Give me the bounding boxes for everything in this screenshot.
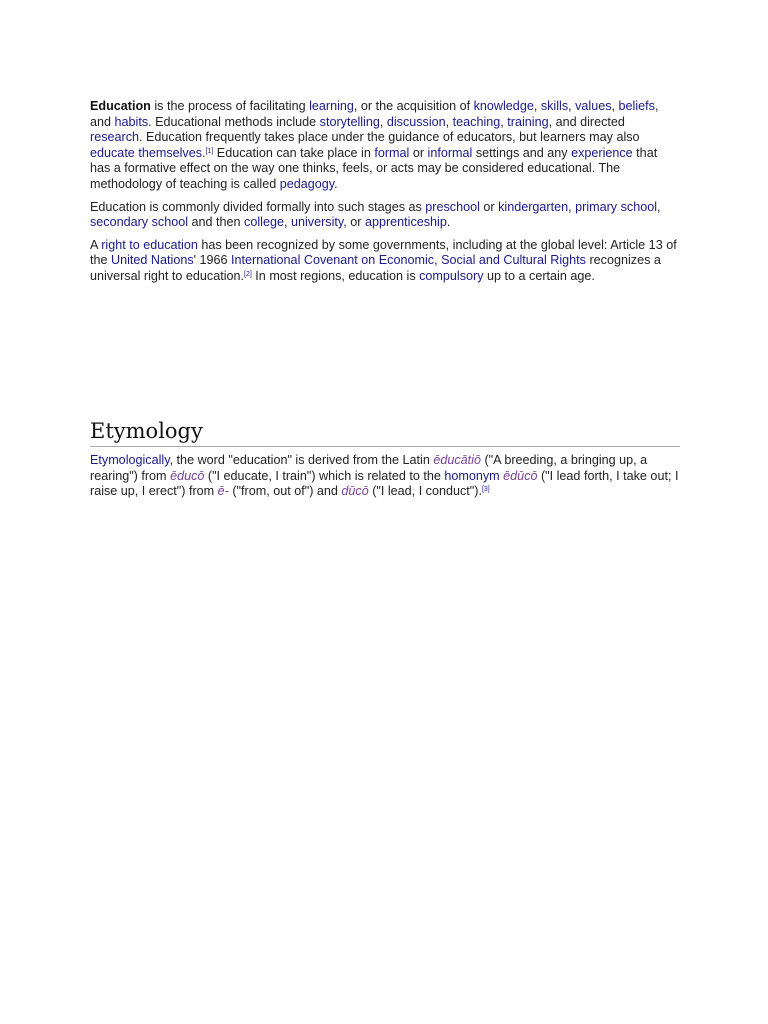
link-habits[interactable]: habits [114,114,149,129]
text: ("A breeding, a bringing up, a rearing") from [90,453,648,483]
link-primary-school[interactable]: primary school [575,199,658,214]
link-latin-educo-long[interactable]: ēdūcō [503,468,538,483]
text: , [568,99,576,113]
text: , [283,215,291,230]
link-latin-educatio[interactable]: ēducātiō [433,453,481,467]
link-etymologically[interactable]: Etymologically [90,453,170,467]
link-latin-educo[interactable]: ēducō [170,468,205,483]
text: , the word "education" is derived from the Latin [169,453,434,467]
link-college[interactable]: college [244,215,284,230]
intro-paragraph [90,99,680,193]
text: has been recognized by some governments, including at the global level: Article 13 of the [90,237,677,268]
text: is the process of facilitating [150,99,310,113]
link-storytelling[interactable]: storytelling [319,114,380,129]
article-body [90,99,680,292]
link-skills[interactable]: skills [540,99,569,113]
text: In most regions, education is [251,268,420,283]
link-homonym[interactable]: homonym [444,468,500,483]
link-apprenticeship[interactable]: apprenticeship [364,215,447,230]
text: , [657,199,661,214]
link-secondary-school[interactable]: secondary school [90,215,189,230]
etymology-paragraph [90,453,680,500]
text: ' 1966 [193,253,232,268]
link-teaching[interactable]: teaching [452,114,501,129]
link-icescr[interactable]: International Covenant on Economic, Social and Cultural Rights [231,253,586,268]
link-beliefs[interactable]: beliefs [618,99,655,113]
link-formal[interactable]: formal [374,145,410,160]
text: , [500,114,508,129]
text: . Educational methods include [148,114,320,129]
link-compulsory[interactable]: compulsory [419,268,484,283]
text: , and directed [548,114,625,129]
text: or [409,145,428,160]
text: . [334,176,338,191]
citation-2[interactable]: [2] [244,270,252,278]
link-values[interactable]: values [575,99,612,113]
text: , [568,199,576,214]
link-university[interactable]: university [290,215,344,230]
section-heading-etymology: Etymology [90,418,680,447]
link-latin-duco[interactable]: dūcō [341,484,369,499]
link-united-nations[interactable]: United Nations [111,253,194,268]
link-training[interactable]: training [507,114,549,129]
text: up to a certain age. [483,268,595,283]
text: . [446,215,451,230]
text: ("I lead, I conduct"). [368,484,482,499]
link-educate-themselves[interactable]: educate themselves [90,145,203,160]
text: or [479,199,499,214]
text: Education is commonly divided formally into such stages as [90,199,426,214]
link-pedagogy[interactable]: pedagogy [279,176,335,191]
text: ("I educate, I train") which is related to the [204,468,445,483]
text: that has a formative effect on the way one thinks, feels, or acts may be considered educational. The methodology of teaching is called [90,145,658,191]
text: , and [90,99,659,129]
link-learning[interactable]: learning [309,99,354,113]
citation-1[interactable]: [1] [205,147,214,155]
text: ("I lead forth, I take out; I raise up, I erect") from [90,468,679,499]
text: Education can take place in [213,145,375,160]
stages-paragraph [90,200,680,231]
text: , [533,99,541,113]
text: , [445,114,453,129]
link-informal[interactable]: informal [427,145,473,160]
text: . [202,145,206,160]
link-latin-e[interactable]: ē- [217,484,229,499]
link-research[interactable]: research [90,130,139,145]
text: , or [343,215,365,230]
link-discussion[interactable]: discussion [386,114,446,129]
text: settings and any [472,145,572,160]
citation-3[interactable]: [3] [481,486,490,494]
link-experience[interactable]: experience [571,145,633,160]
link-kindergarten[interactable]: kindergarten [498,199,569,214]
text: . Education frequently takes place under the guidance of educators, but learners may also [139,130,640,145]
text: A [90,237,102,252]
text: and then [188,215,245,230]
rights-paragraph [90,238,680,285]
text: , [379,114,387,129]
text: ("from, out of") and [228,484,342,499]
text: , [611,99,619,113]
link-preschool[interactable]: preschool [425,199,480,214]
link-knowledge[interactable]: knowledge [473,99,534,113]
article-subject: Education [90,99,151,113]
etymology-section [90,418,680,500]
link-right-to-education[interactable]: right to education [101,237,198,252]
text: , or the acquisition of [353,99,474,113]
text: recognizes a universal right to education. [90,253,661,283]
